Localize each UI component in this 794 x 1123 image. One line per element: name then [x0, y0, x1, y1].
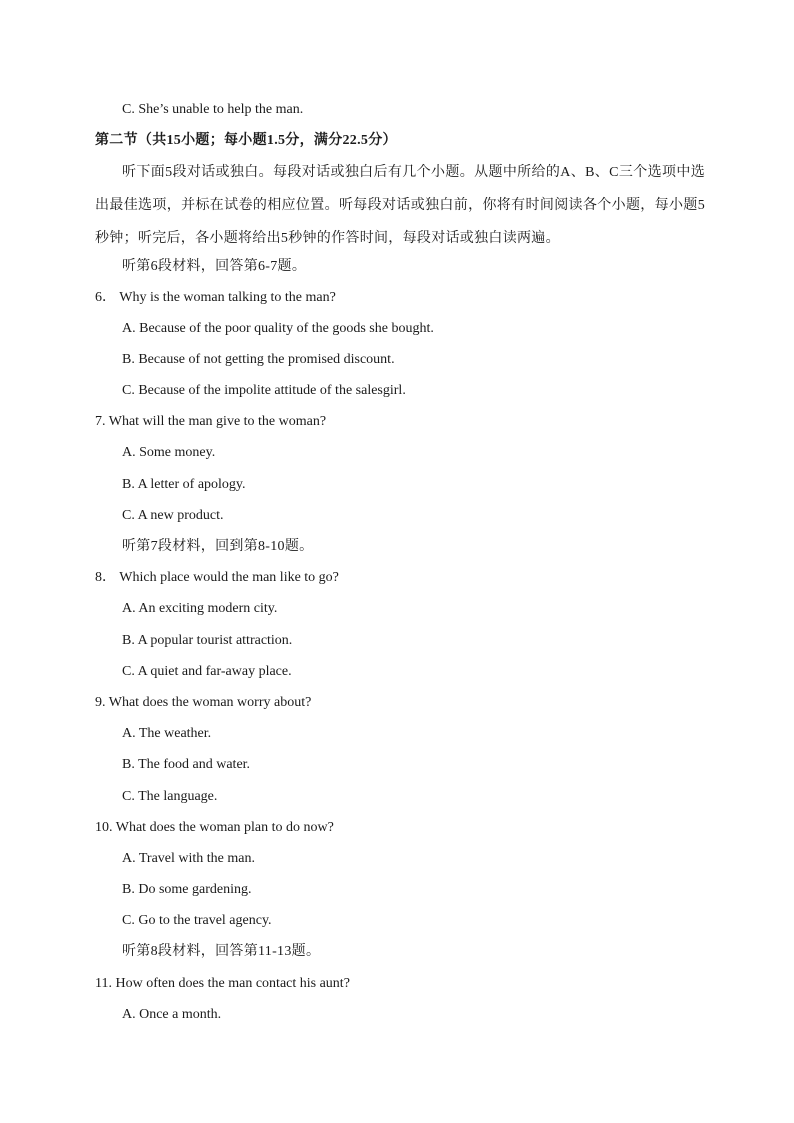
question-7-option-c: C. A new product. — [122, 508, 224, 523]
section-instructions: 听下面5段对话或独白。每段对话或独白后有几个小题。从题中所给的A、B、C三个选项中选出最佳选项，并标在试卷的相应位置。听每段对话或独白前，你将有时间阅读各个小题，每小题5秒钟；听完后，各小题将给出5秒钟的作答时间，每段对话或独白读两遍。 — [95, 165, 705, 246]
question-11-stem: 11. How often does the man contact his aunt? — [95, 976, 350, 991]
question-10-option-c: C. Go to the travel agency. — [122, 913, 272, 928]
question-10-option-a: A. Travel with the man. — [122, 851, 255, 866]
question-8-stem: 8． Which place would the man like to go? — [95, 570, 339, 585]
question-6-option-b: B. Because of not getting the promised discount. — [122, 352, 395, 367]
question-9-option-a: A. The weather. — [122, 726, 212, 741]
question-9-stem: 9. What does the woman worry about? — [95, 695, 312, 710]
question-5-option-c: C. She’s unable to help the man. — [122, 102, 304, 117]
question-9-option-b: B. The food and water. — [122, 757, 251, 772]
question-8-option-b: B. A popular tourist attraction. — [122, 633, 293, 648]
question-8-option-c: C. A quiet and far-away place. — [122, 664, 292, 679]
question-10-option-b: B. Do some gardening. — [122, 882, 252, 897]
question-7-option-b: B. A letter of apology. — [122, 477, 246, 492]
question-10-stem: 10. What does the woman plan to do now? — [95, 820, 334, 835]
question-6-option-c: C. Because of the impolite attitude of the salesgirl. — [122, 383, 406, 398]
question-7-option-a: A. Some money. — [122, 445, 216, 460]
section-heading: 第二节（共15小题；每小题1.5分，满分22.5分） — [95, 133, 397, 148]
question-11-option-a: A. Once a month. — [122, 1007, 222, 1022]
material-6-note: 听第6段材料，回答第6-7题。 — [122, 259, 307, 274]
question-8-option-a: A. An exciting modern city. — [122, 601, 278, 616]
question-7-stem: 7. What will the man give to the woman? — [95, 414, 327, 429]
question-9-option-c: C. The language. — [122, 789, 218, 804]
question-6-option-a: A. Because of the poor quality of the goods she bought. — [122, 321, 434, 336]
question-6-stem: 6． Why is the woman talking to the man? — [95, 290, 336, 305]
material-8-note: 听第8段材料，回答第11-13题。 — [122, 944, 321, 959]
material-7-note: 听第7段材料，回到第8-10题。 — [122, 539, 314, 554]
